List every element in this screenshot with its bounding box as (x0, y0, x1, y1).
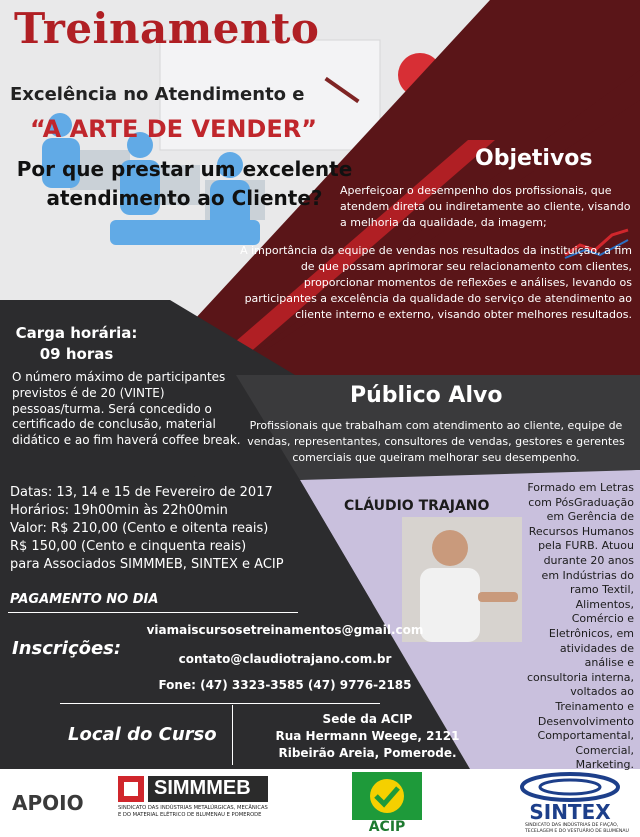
target-audience-title: Público Alvo (350, 383, 503, 408)
sintex-subtitle: SINDICATO DAS INDÚSTRIAS DE FIAÇÃO, TECELAGEM E DO VESTUÁRIO DE BLUMENAU (525, 823, 629, 834)
course-hours: Horários: 19h00min às 22h00min (10, 503, 228, 518)
headline-question: Por que prestar um excelente atendimento ao Cliente? (16, 157, 353, 210)
divider (232, 705, 233, 765)
course-dates: Datas: 13, 14 e 15 de Fevereiro de 2017 (10, 485, 273, 500)
main-title: Treinamento (14, 4, 320, 53)
registration-label: Inscrições: (12, 638, 122, 659)
payment-note: PAGAMENTO NO DIA (10, 592, 159, 607)
participants-info: O número máximo de participantes previstos é de 20 (VINTE) pessoas/turma. Será concedido o certificado de conclusão, material didático e ao fim haverá coffee break. (12, 370, 241, 448)
registration-phone: Fone: (47) 3323-3585 (47) 9776-2185 (158, 678, 412, 692)
acip-logo (352, 772, 422, 834)
divider (8, 612, 298, 613)
instructor-name: CLÁUDIO TRAJANO (344, 498, 490, 514)
simmmeb-logo (118, 774, 268, 830)
objectives-paragraph-2: A importância da equipe de vendas nos resultados da instituição, a fim de que possam aprimorar seu relacionamento com clientes, proporcionar momentos de reflexões e análises, levando os participantes a excelência da qualidade do serviço de atendimento ao cliente interno e externo, visando obter melhores resultados. (240, 244, 632, 321)
workload-label: Carga horária: (15, 324, 138, 342)
location-district: Ribeirão Areia, Pomerode. (278, 746, 457, 760)
course-location-address (245, 711, 490, 762)
course-price: Valor: R$ 210,00 (Cento e oitenta reais) (10, 521, 269, 536)
registration-email-1[interactable]: viamaiscursosetreinamentos@gmail.com (146, 623, 424, 637)
sintex-logo (505, 772, 635, 834)
headline-excellence: Excelência no Atendimento e (10, 84, 305, 105)
course-location-label: Local do Curso (68, 724, 217, 745)
target-audience-text: Profissionais que trabalham com atendimento ao cliente, equipe de vendas, representantes, consultores de vendas, gestores e gerentes comerciais que queiram melhorar seu desempenho. (247, 419, 625, 464)
sintex-name: SINTEX (529, 800, 611, 824)
registration-email-2[interactable]: contato@claudiotrajano.com.br (178, 652, 392, 666)
workload (14, 323, 139, 365)
divider (60, 703, 380, 704)
workload-hours: 09 horas (39, 345, 114, 363)
instructor-bio: Formado em Letras com PósGraduação em Gerência de Recursos Humanos pela FURB. Atuou durante 20 anos em Indústrias do ramo Textil, Alimentos, Comércio e Eletrônicos, em atividades de análise e consultoria interna, voltados ao Treinamento e Desenvolvimento Comportamental, Comercial, Marketing. (526, 481, 634, 772)
acip-logo-mark (352, 772, 422, 820)
course-members-note: para Associados SIMMMEB, SINTEX e ACIP (10, 557, 284, 572)
objectives-title: Objetivos (475, 146, 593, 171)
support-label: APOIO (12, 791, 84, 815)
simmmeb-subtitle: SINDICATO DAS INDÚSTRIAS METALÚRGICAS, MECÂNICAS E DO MATERIAL ELÉTRICO DE BLUMENAU E POMERODE (118, 805, 268, 818)
headline-art-of-selling: “A ARTE DE VENDER” (30, 115, 318, 143)
location-venue: Sede da ACIP (322, 712, 413, 726)
course-price-members: R$ 150,00 (Cento e cinquenta reais) (10, 539, 247, 554)
location-street: Rua Hermann Weege, 2121 (275, 729, 460, 743)
simmmeb-name: SIMMMEB (154, 777, 251, 799)
sintex-logo-mark (505, 772, 635, 802)
acip-name: ACIP (368, 819, 406, 835)
objectives-paragraph-1: Aperfeiçoar o desempenho dos profissionais, que atendem direta ou indiretamente ao cliente, visando a melhoria da qualidade, da imagem; (340, 184, 631, 229)
course-info (10, 484, 310, 574)
